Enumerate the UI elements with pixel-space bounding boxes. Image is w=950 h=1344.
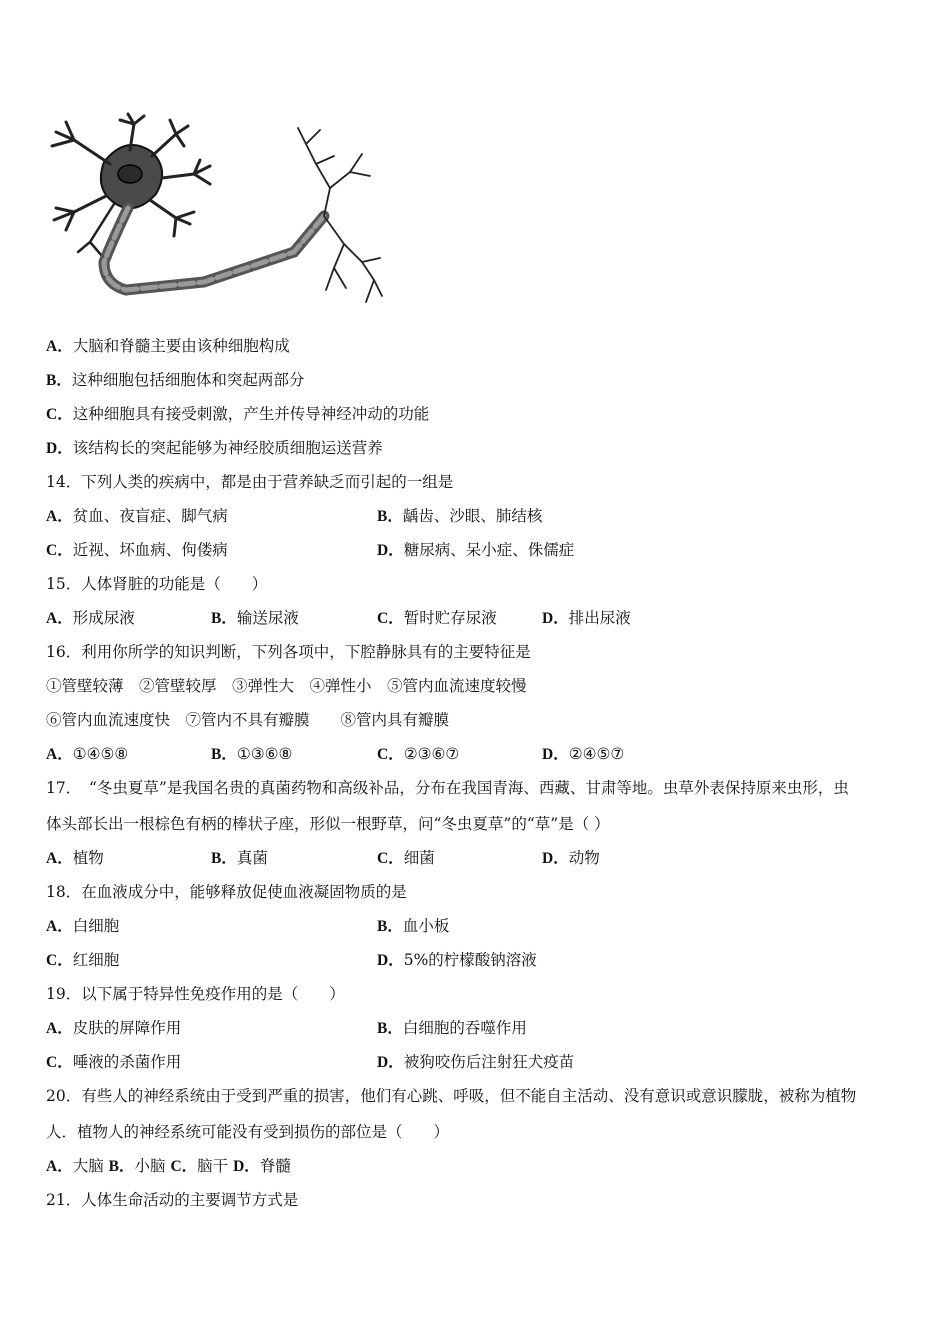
q17-stem-line-1: 17． “冬虫夏草”是我国名贵的真菌药物和高级补品，分布在我国青海、西藏、甘肃等地。虫草外表保持原来虫形，虫: [46, 779, 849, 797]
q17-option-c: C．细菌: [377, 849, 435, 867]
q20-options: [46, 1156, 291, 1177]
q14-option-a: A．贫血、夜盲症、脚气病: [46, 507, 228, 525]
q17-option-b: B．真菌: [211, 849, 268, 867]
q13-option-a: A．大脑和脊髓主要由该种细胞构成: [46, 337, 290, 355]
q16-items-line-2: ⑥管内血流速度快 ⑦管内不具有瓣膜 ⑧管内具有瓣膜: [46, 711, 450, 729]
q19-option-c: C．唾液的杀菌作用: [46, 1053, 182, 1071]
q17-stem-line-2: 体头部长出一根棕色有柄的棒状子座，形似一根野草，问“冬虫夏草”的“草”是（ ）: [46, 815, 610, 833]
q15-stem: 15．人体肾脏的功能是（ ）: [46, 575, 268, 593]
q15-option-b: B．输送尿液: [211, 609, 299, 627]
q14-stem: 14．下列人类的疾病中，都是由于营养缺乏而引起的一组是: [46, 473, 454, 491]
q16-items-line-1: ①管壁较薄 ②管壁较厚 ③弹性大 ④弹性小 ⑤管内血流速度较慢: [46, 677, 527, 695]
q18-stem: 18．在血液成分中，能够释放促使血液凝固物质的是: [46, 883, 407, 901]
q18-option-b: B．血小板: [377, 917, 450, 935]
q17-option-a: A．植物: [46, 849, 104, 867]
q16-option-d: D．②④⑤⑦: [542, 745, 625, 763]
q19-stem: 19．以下属于特异性免疫作用的是（ ）: [46, 985, 345, 1003]
q20-option-c: C．脑干: [170, 1157, 229, 1175]
q13-option-b: B．这种细胞包括细胞体和突起两部分: [46, 371, 305, 389]
q17-option-d: D．动物: [542, 849, 600, 867]
q16-stem: 16．利用你所学的知识判断，下列各项中，下腔静脉具有的主要特征是: [46, 643, 531, 661]
q18-option-d: D．5%的柠檬酸钠溶液: [377, 951, 537, 969]
q21-stem: 21．人体生命活动的主要调节方式是: [46, 1191, 299, 1209]
q20-stem-line-1: 20．有些人的神经系统由于受到严重的损害，他们有心跳、呼吸，但不能自主活动、没有意识或意识朦胧，被称为植物: [46, 1087, 857, 1105]
q18-option-a: A．白细胞: [46, 917, 120, 935]
q19-option-a: A．皮肤的屏障作用: [46, 1019, 182, 1037]
q13-option-c: C．这种细胞具有接受刺激，产生并传导神经冲动的功能: [46, 405, 430, 423]
q20-option-a: A．大脑: [46, 1157, 104, 1175]
q14-option-b: B．龋齿、沙眼、肺结核: [377, 507, 543, 525]
q15-option-a: A．形成尿液: [46, 609, 135, 627]
q19-option-b: B．白细胞的吞噬作用: [377, 1019, 527, 1037]
q20-option-b: B．小脑: [108, 1157, 166, 1175]
q16-option-a: A．①④⑤⑧: [46, 745, 129, 763]
q14-option-d: D．糖尿病、呆小症、侏儒症: [377, 541, 575, 559]
q15-option-c: C．暂时贮存尿液: [377, 609, 497, 627]
q13-option-d: D．该结构长的突起能够为神经胶质细胞运送营养: [46, 439, 383, 457]
q19-option-d: D．被狗咬伤后注射狂犬疫苗: [377, 1053, 575, 1071]
q20-stem-line-2: 人．植物人的神经系统可能没有受到损伤的部位是（ ）: [46, 1123, 450, 1141]
q20-option-d: D．脊髓: [233, 1157, 291, 1175]
q16-option-b: B．①③⑥⑧: [211, 745, 293, 763]
q14-option-c: C．近视、坏血病、佝偻病: [46, 541, 228, 559]
q16-option-c: C．②③⑥⑦: [377, 745, 460, 763]
q15-option-d: D．排出尿液: [542, 609, 631, 627]
neuron-diagram: [44, 112, 384, 317]
q18-option-c: C．红细胞: [46, 951, 120, 969]
